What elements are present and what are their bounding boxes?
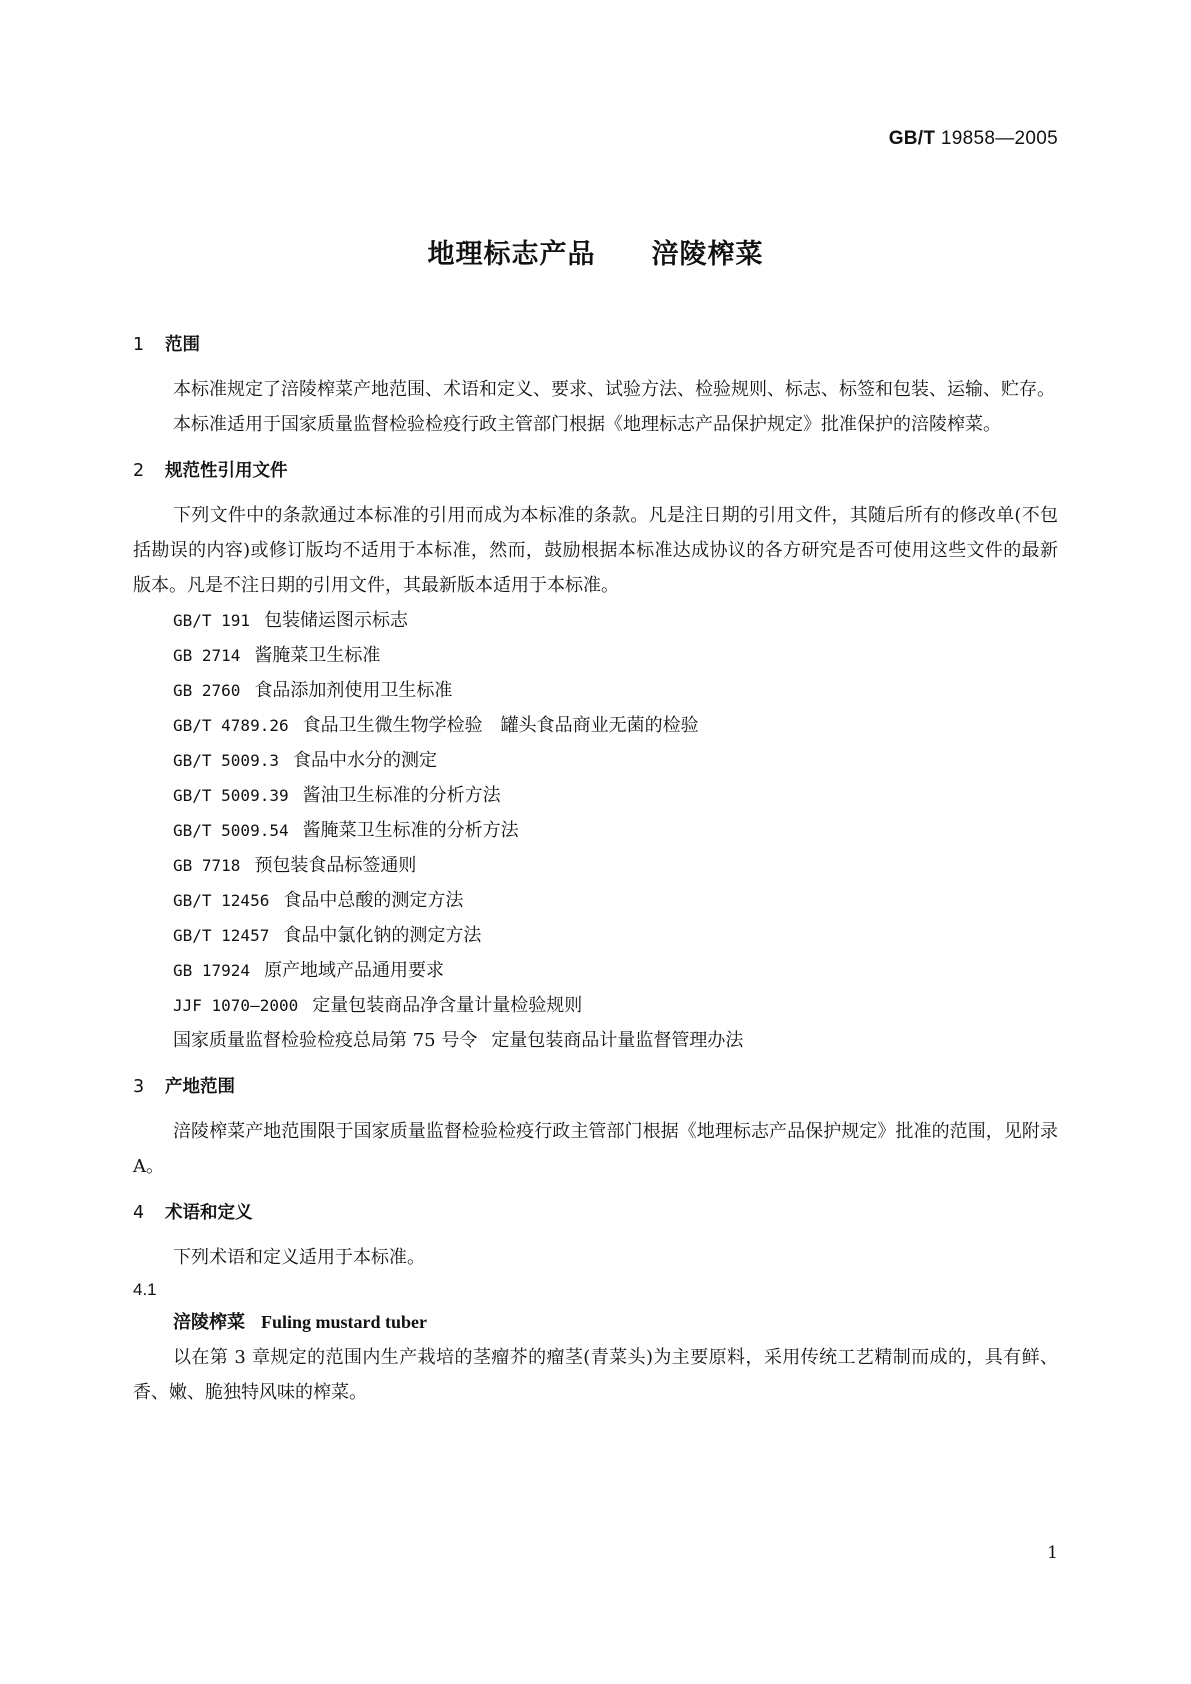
section-4-number: 4 <box>133 1203 145 1223</box>
reference-code: GB/T 5009.3 <box>173 751 279 770</box>
reference-item <box>133 1023 1058 1058</box>
term-definition: 以在第 3 章规定的范围内生产栽培的茎瘤芥的瘤茎(青菜头)为主要原料，采用传统工艺精制而成的，具有鲜、香、嫩、脆独特风味的榨菜。 <box>133 1347 1058 1403</box>
reference-title: 预包装食品标签通则 <box>254 855 417 876</box>
page-number: 1 <box>1047 1543 1058 1563</box>
document-title: 地理标志产品 涪陵榨菜 <box>427 239 764 270</box>
reference-item <box>133 988 1058 1023</box>
reference-code: GB 2760 <box>173 681 241 700</box>
reference-item <box>133 673 1058 708</box>
reference-title: 酱油卫生标准的分析方法 <box>302 785 501 806</box>
standard-code-number: 19858—2005 <box>940 128 1058 149</box>
reference-title: 酱腌菜卫生标准 <box>254 645 381 666</box>
section-2-heading <box>133 456 1058 486</box>
reference-list <box>133 603 1058 1058</box>
reference-code: GB/T 5009.54 <box>173 821 289 840</box>
reference-title: 原产地域产品通用要求 <box>264 960 445 981</box>
section-2-number: 2 <box>133 461 145 481</box>
standard-code-prefix: GB/T <box>888 128 936 149</box>
reference-title: 食品添加剂使用卫生标准 <box>254 680 453 701</box>
reference-code: GB 2714 <box>173 646 241 665</box>
reference-title: 食品中氯化钠的测定方法 <box>283 925 482 946</box>
reference-title: 定量包装商品净含量计量检验规则 <box>312 995 583 1016</box>
reference-code: GB/T 12456 <box>173 891 270 910</box>
section-3-heading <box>133 1072 1058 1102</box>
reference-item <box>133 778 1058 813</box>
standard-code <box>889 128 1058 150</box>
reference-code: GB/T 5009.39 <box>173 786 289 805</box>
section-1-title: 范围 <box>165 335 200 355</box>
section-4-intro: 下列术语和定义适用于本标准。 <box>173 1247 425 1268</box>
reference-title: 酱腌菜卫生标准的分析方法 <box>302 820 519 841</box>
reference-title: 食品卫生微生物学检验 罐头食品商业无菌的检验 <box>302 715 699 736</box>
section-2-intro: 下列文件中的条款通过本标准的引用而成为本标准的条款。凡是注日期的引用文件，其随后所有的修改单(不包括勘误的内容)或修订版均不适用于本标准，然而，鼓励根据本标准达成协议的各方研究是否可使用这些文件的最新版本。凡是不注日期的引用文件，其最新版本适用于本标准。 <box>133 505 1058 596</box>
reference-item <box>133 883 1058 918</box>
section-1-paragraph-2: 本标准适用于国家质量监督检验检疫行政主管部门根据《地理标志产品保护规定》批准保护的涪陵榨菜。 <box>173 414 1001 435</box>
reference-code: GB 17924 <box>173 961 251 980</box>
section-3-paragraph: 涪陵榨菜产地范围限于国家质量监督检验检疫行政主管部门根据《地理标志产品保护规定》批准的范围，见附录 A。 <box>133 1121 1058 1177</box>
reference-item <box>133 603 1058 638</box>
reference-code: GB 7718 <box>173 856 241 875</box>
term-chinese: 涪陵榨菜 <box>173 1312 245 1333</box>
reference-item <box>133 848 1058 883</box>
reference-code: 国家质量监督检验检疫总局第 75 号令 <box>173 1030 478 1051</box>
section-1-paragraph-1: 本标准规定了涪陵榨菜产地范围、术语和定义、要求、试验方法、检验规则、标志、标签和包装、运输、贮存。 <box>173 379 1055 400</box>
reference-code: JJF 1070—2000 <box>173 996 299 1015</box>
reference-code: GB/T 4789.26 <box>173 716 289 735</box>
reference-title: 定量包装商品计量监督管理办法 <box>491 1030 744 1051</box>
term-entry <box>133 1305 1058 1340</box>
subsection-4-1-number: 4.1 <box>133 1280 157 1299</box>
reference-title: 包装储运图示标志 <box>264 610 409 631</box>
section-1-number: 1 <box>133 335 145 355</box>
section-4-heading <box>133 1198 1058 1228</box>
reference-item <box>133 638 1058 673</box>
section-1-heading <box>133 330 1058 360</box>
section-2-title: 规范性引用文件 <box>165 461 288 481</box>
term-english: Fuling mustard tuber <box>261 1312 428 1332</box>
reference-item <box>133 918 1058 953</box>
reference-item <box>133 708 1058 743</box>
reference-item <box>133 953 1058 988</box>
reference-code: GB/T 191 <box>173 611 251 630</box>
reference-title: 食品中水分的测定 <box>292 750 437 771</box>
reference-item <box>133 813 1058 848</box>
section-3-title: 产地范围 <box>165 1077 235 1097</box>
section-4-title: 术语和定义 <box>165 1203 253 1223</box>
section-3-number: 3 <box>133 1077 145 1097</box>
reference-code: GB/T 12457 <box>173 926 270 945</box>
document-body <box>133 330 1058 1410</box>
reference-item <box>133 743 1058 778</box>
reference-title: 食品中总酸的测定方法 <box>283 890 464 911</box>
